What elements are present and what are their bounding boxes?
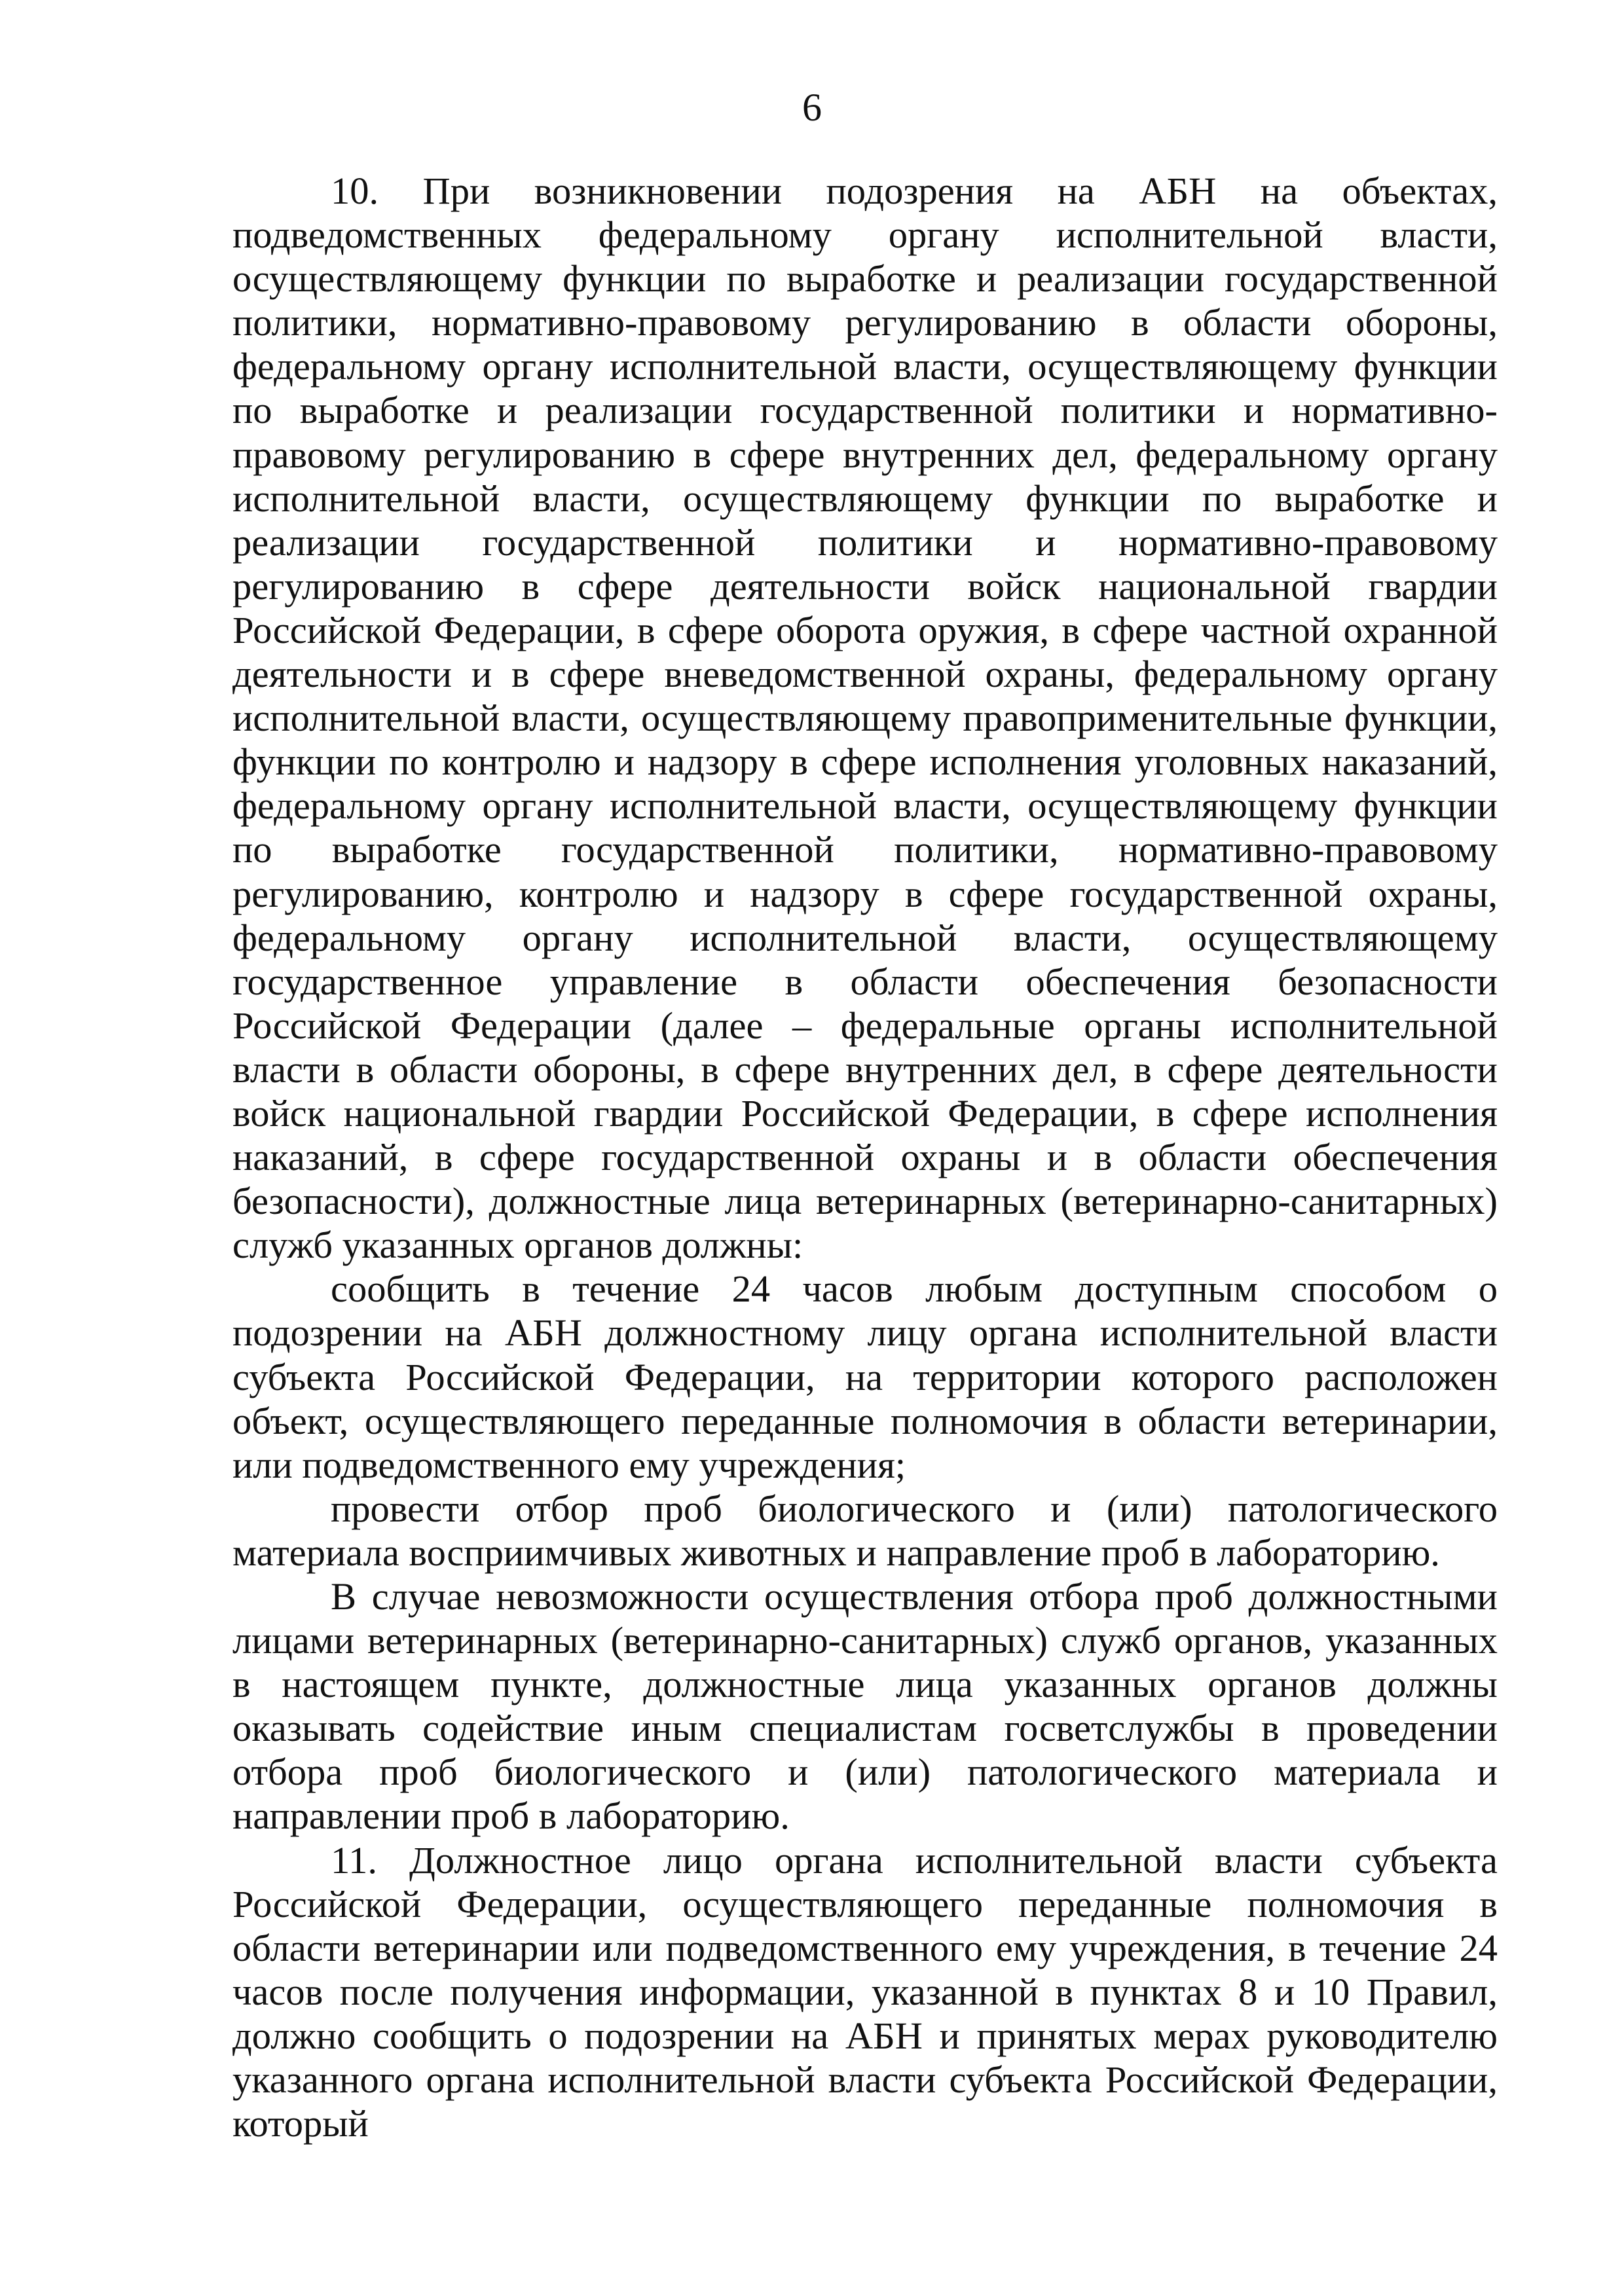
paragraph-notify: сообщить в течение 24 часов любым доступным способом о подозрении на АБН должностному лицу органа исполнительной власти субъекта Российской Федерации, на территории которого расположен объект, осуществляющего переданные полномочия в области ветеринарии, или подведомственного ему учреждения; — [232, 1267, 1498, 1486]
document-body — [232, 169, 1498, 2145]
paragraph-11: 11. Должностное лицо органа исполнительной власти субъекта Российской Федерации, осуществляющего переданные полномочия в области ветеринарии или подведомственного ему учреждения, в течение 24 часов после получения информации, указанной в пунктах 8 и 10 Правил, должно сообщить о подозрении на АБН и принятых мерах руководителю указанного органа исполнительной власти субъекта Российской Федерации, который — [232, 1838, 1498, 2145]
paragraph-assistance: В случае невозможности осуществления отбора проб должностными лицами ветеринарных (ветеринарно-санитарных) служб органов, указанных в настоящем пункте, должностные лица указанных органов должны оказывать содействие иным специалистам госветслужбы в проведении отбора проб биологического и (или) патологического материала и направлении проб в лабораторию. — [232, 1575, 1498, 1838]
paragraph-sampling: провести отбор проб биологического и (или) патологического материала восприимчивых животных и направление проб в лабораторию. — [232, 1487, 1498, 1574]
paragraph-10: 10. При возникновении подозрения на АБН на объектах, подведомственных федеральному органу исполнительной власти, осуществляющему функции по выработке и реализации государственной политики, нормативно-правовому регулированию в области обороны, федеральному органу исполнительной власти, осуществляющему функции по выработке и реализации государственной политики и нормативно-правовому регулированию в сфере внутренних дел, федеральному органу исполнительной власти, осуществляющему функции по выработке и реализации государственной политики и нормативно-правовому регулированию в сфере деятельности войск национальной гвардии Российской Федерации, в сфере оборота оружия, в сфере частной охранной деятельности и в сфере вневедомственной охраны, федеральному органу исполнительной власти, осуществляющему правоприменительные функции, функции по контролю и надзору в сфере исполнения уголовных наказаний, федеральному органу исполнительной власти, осуществляющему функции по выработке государственной политики, нормативно-правовому регулированию, контролю и надзору в сфере государственной охраны, федеральному органу исполнительной власти, осуществляющему государственное управление в области обеспечения безопасности Российской Федерации (далее – федеральные органы исполнительной власти в области обороны, в сфере внутренних дел, в сфере деятельности войск национальной гвардии Российской Федерации, в сфере исполнения наказаний, в сфере государственной охраны и в области обеспечения безопасности), должностные лица ветеринарных (ветеринарно-санитарных) служб указанных органов должны: — [232, 170, 1498, 1267]
page-number: 6 — [802, 86, 822, 129]
